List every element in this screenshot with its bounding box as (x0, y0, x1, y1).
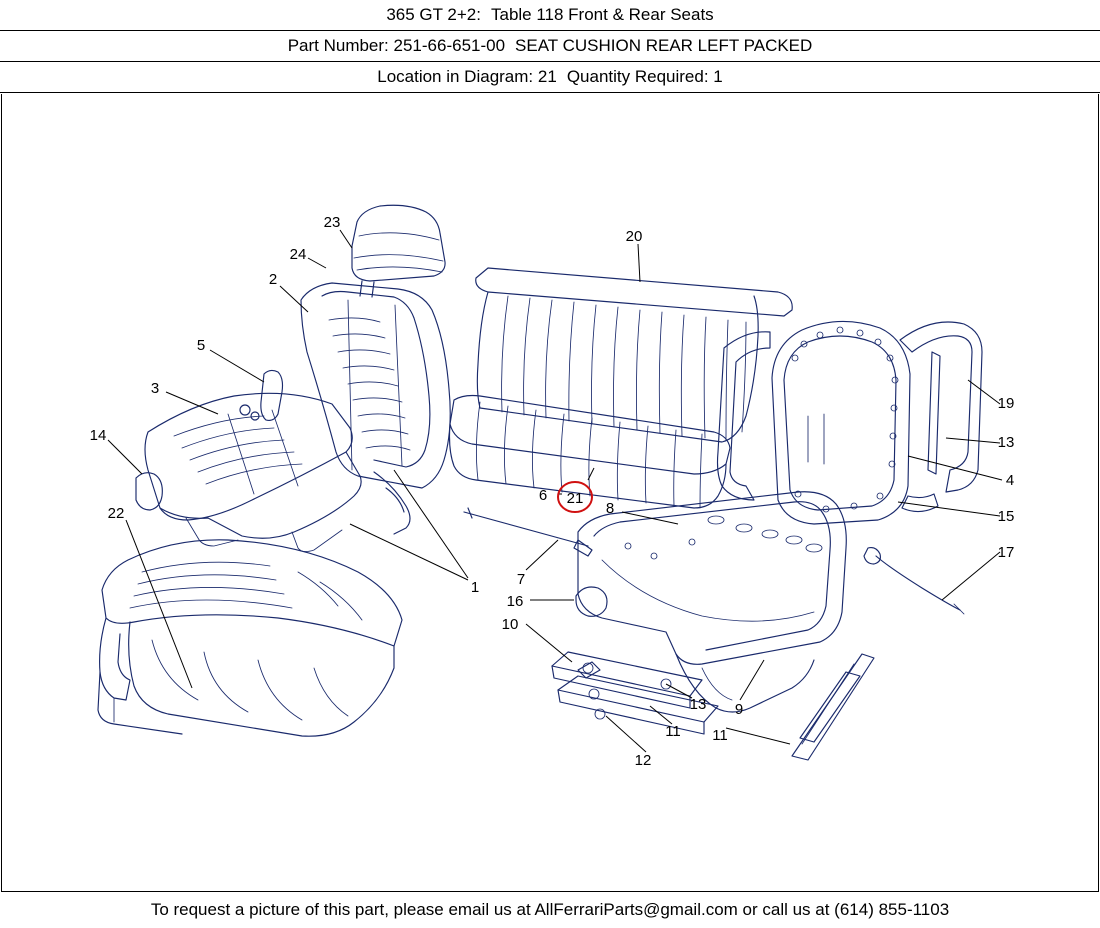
seat-back-frame-4 (772, 321, 910, 524)
callout-3: 3 (150, 380, 160, 397)
callout-15: 15 (997, 508, 1015, 525)
header-title-row (0, 0, 1100, 31)
model-name: 365 GT 2+2: (386, 5, 481, 24)
callout-11-right: 11 (712, 727, 728, 744)
rod-17-tip (954, 604, 964, 614)
rod-7 (464, 512, 588, 546)
callout-16: 16 (506, 593, 524, 610)
callout-9: 9 (734, 701, 744, 718)
frame-strip-19 (900, 322, 982, 492)
front-seat-back (301, 283, 450, 488)
front-seat-base-arm (374, 472, 410, 534)
callout-17: 17 (997, 544, 1015, 561)
part-description: SEAT CUSHION REAR LEFT PACKED (515, 36, 813, 55)
part-number-label: Part Number: (287, 36, 389, 55)
callout-13-lower: 13 (689, 696, 707, 713)
headrest-23 (352, 205, 445, 281)
seat-pan-8 (578, 492, 846, 712)
front-seat-cushion-3 (145, 393, 361, 551)
quantity-label: Quantity Required: (566, 67, 709, 86)
header-location-row (0, 62, 1100, 93)
rear-bench-22 (98, 540, 402, 736)
diagram-frame (1, 94, 1099, 892)
callout-23: 23 (323, 214, 341, 231)
callout-1: 1 (470, 579, 480, 596)
part-number-value: 251-66-651-00 (393, 36, 506, 55)
rod-7-ends (468, 508, 592, 556)
leader-lines (108, 230, 1002, 752)
callout-7: 7 (516, 571, 526, 588)
callout-8: 8 (605, 500, 615, 517)
callout-24: 24 (289, 246, 307, 263)
seat-side-trim-14 (136, 473, 162, 510)
header-part-row (0, 31, 1100, 62)
callout-13-upper: 13 (997, 434, 1015, 451)
callout-12: 12 (634, 752, 652, 769)
callout-4: 4 (1005, 472, 1015, 489)
callout-20: 20 (625, 228, 643, 245)
callout-22: 22 (107, 505, 125, 522)
footer-contact: To request a picture of this part, please email us at AllFerrariParts@gmail.com or call us at (614) 855-1103 (150, 900, 950, 919)
location-label: Location in Diagram: (377, 67, 534, 86)
callout-19: 19 (997, 395, 1015, 412)
callout-6: 6 (538, 487, 548, 504)
header-block (0, 0, 1100, 93)
recliner-handle-5 (240, 370, 283, 420)
callout-2: 2 (268, 271, 278, 288)
rod-17 (876, 556, 960, 610)
location-value: 21 (537, 67, 557, 86)
callout-11-left: 11 (665, 723, 681, 740)
callout-5: 5 (196, 337, 206, 354)
callout-21: 21 (566, 490, 584, 507)
callout-10: 10 (501, 616, 519, 633)
seat-rail-9 (792, 654, 874, 760)
quantity-value: 1 (713, 67, 723, 86)
seat-assembly-diagram (2, 94, 1099, 892)
rod-17-end (864, 548, 880, 564)
callout-14: 14 (89, 427, 107, 444)
table-name: Table 118 Front & Rear Seats (490, 5, 714, 24)
